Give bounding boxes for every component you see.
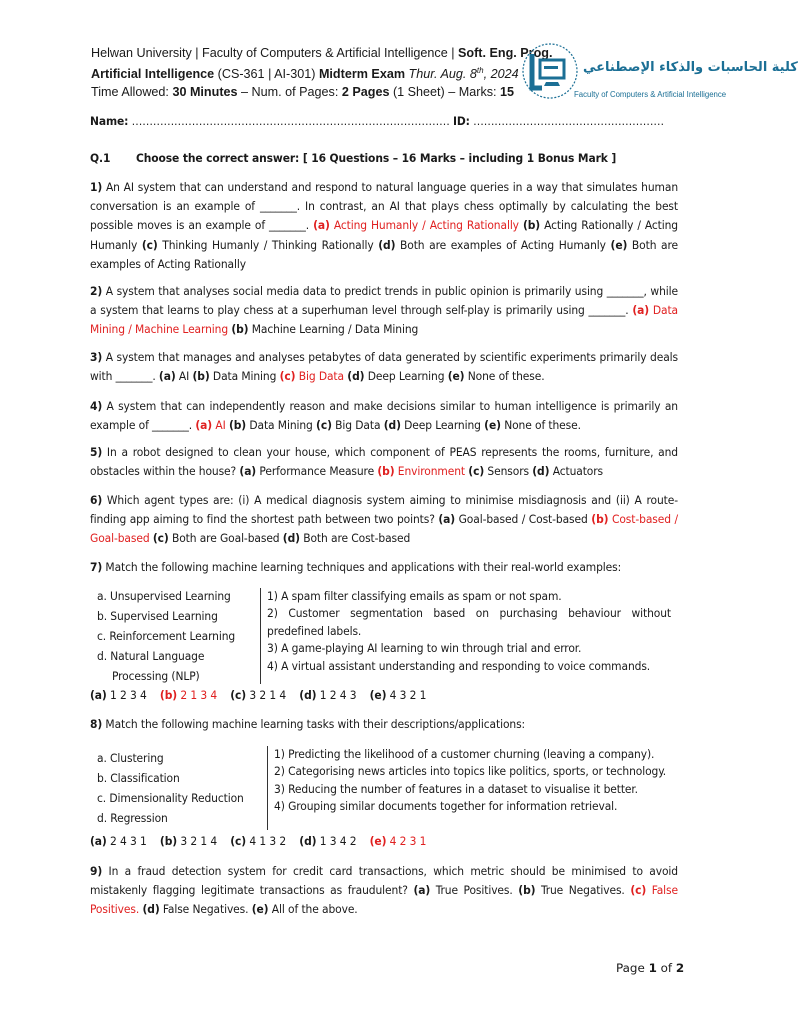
option-label: (b) <box>159 834 178 848</box>
question-text: In a robot designed to clean your house, which component of PEAS represents the rooms, furniture, and obstacles within the house? <box>90 445 678 479</box>
option-label: (e) <box>369 688 387 702</box>
option-label: (c) <box>630 883 647 898</box>
match-left-item: b. Supervised Learning <box>97 609 218 623</box>
time-allowed: 30 Minutes <box>172 85 238 100</box>
option-text: AI <box>212 418 226 433</box>
option-text: Performance Measure <box>256 464 378 479</box>
question-text: Which agent types are: (i) A medical diagnosis system aiming to minimise misdiagnosis and (ii) A route-finding app aiming to find the shortest path between two points? <box>90 493 678 527</box>
option-text: Both are Goal-based <box>168 531 283 546</box>
question-text: A system that can independently reason and make decisions similar to human intelligence is primarily an example of _______. <box>90 399 678 433</box>
sheet-marks-label: (1 Sheet) – Marks: <box>389 85 501 100</box>
option-label: (b) <box>228 418 247 433</box>
match-right-item: 2) Customer segmentation based on purchasing behaviour without predefined labels. <box>267 606 671 638</box>
match-right-item: 4) Grouping similar documents together for information retrieval. <box>274 799 618 814</box>
header-line-1 <box>91 44 553 62</box>
of-label: of <box>656 961 676 975</box>
match-right-item: 3) Reducing the number of features in a dataset to visualise it better. <box>274 781 638 796</box>
option-text: False Positives. <box>90 883 678 917</box>
option-text: 4 2 3 1 <box>389 834 427 848</box>
option-text: Both are Cost-based <box>299 531 411 546</box>
option-text: Machine Learning / Data Mining <box>248 322 419 337</box>
option-label: (d) <box>299 688 317 702</box>
option-label: (d) <box>282 531 300 546</box>
option-text: Goal-based / Cost-based <box>455 512 592 527</box>
fcai-emblem-icon <box>520 38 580 104</box>
total-marks: 15 <box>500 85 515 100</box>
option-label: (c) <box>230 834 247 848</box>
option-label: (e) <box>251 902 269 917</box>
question-number: 3) <box>90 350 103 364</box>
q8-options <box>90 832 678 851</box>
option-label: (b) <box>518 883 536 898</box>
question-number: 6) <box>90 493 103 507</box>
option-text: 2 4 3 1 <box>110 834 147 848</box>
option-label: (b) <box>159 688 178 702</box>
page-label: Page <box>616 961 649 975</box>
option-label: (a) <box>90 834 107 848</box>
match-left-item: a. Unsupervised Learning <box>97 589 231 603</box>
option-text: Acting Rationally / Acting Humanly <box>90 218 678 252</box>
question-text: A system that analyses social media data to predict trends in public opinion is primarily using _______, while a system that learns to play chess at a superhuman level through self-play is primarily using _______. <box>90 284 678 318</box>
option-text: 1 2 4 3 <box>319 688 357 702</box>
match-right-item: 2) Categorising news articles into topics like politics, sports, or technology. <box>274 764 667 779</box>
match-left-item: c. Dimensionality Reduction <box>97 791 244 805</box>
question-9 <box>90 862 678 920</box>
option-text: AI <box>175 369 193 384</box>
option-label: (e) <box>484 418 501 433</box>
q8-divider <box>267 746 268 830</box>
time-label: Time Allowed: <box>91 85 173 100</box>
option-label: (d) <box>299 834 317 848</box>
option-label: (b) <box>591 512 609 527</box>
match-left-item: Processing (NLP) <box>112 669 200 683</box>
option-label: (b) <box>377 464 395 479</box>
name-field[interactable]: ……………………………………………………………………………… <box>131 114 450 128</box>
exam-date-suffix: th <box>476 66 484 75</box>
option-label: (d) <box>378 237 396 252</box>
exam-year: , 2024 <box>483 67 519 82</box>
match-right-item: 1) Predicting the likelihood of a customer churning (leaving a company). <box>274 747 655 761</box>
q7-right-column <box>267 588 671 675</box>
option-label: (c) <box>230 688 247 702</box>
id-field[interactable]: ……………………………………………… <box>473 114 664 128</box>
option-label: (d) <box>142 902 160 917</box>
option-text: Thinking Humanly / Thinking Rationally <box>157 237 379 252</box>
option-text: Deep Learning <box>364 369 448 384</box>
question-text: A system that manages and analyses petabytes of data generated by scientific experiments primarily deals with _______. <box>90 350 678 384</box>
option-label: (e) <box>447 369 465 384</box>
match-right-item: 3) A game-playing AI learning to win through trial and error. <box>267 641 582 656</box>
course-name: Artificial Intelligence <box>91 67 215 82</box>
option-label: (a) <box>239 464 257 479</box>
program-name: Soft. Eng. Prog. <box>458 46 553 60</box>
option-text: Cost-based / Goal-based <box>90 512 678 546</box>
option-label: (a) <box>158 369 176 384</box>
option-text: Actuators <box>549 464 604 479</box>
q1-number: Q.1 <box>90 151 111 165</box>
question-3 <box>90 348 678 386</box>
exam-type: Midterm Exam <box>318 67 406 82</box>
option-text: 3 2 1 4 <box>180 834 218 848</box>
page-footer <box>616 961 684 975</box>
option-text: Data Mining / Machine Learning <box>90 303 678 337</box>
option-text: Data Mining <box>246 418 317 433</box>
option-text: Deep Learning <box>400 418 485 433</box>
university-faculty: Helwan University | Faculty of Computers & Artificial Intelligence | <box>91 46 459 60</box>
header-line-3 <box>91 83 531 101</box>
header-line-2 <box>91 62 531 83</box>
exam-date: Thur. Aug. 8 <box>405 67 477 82</box>
question-5 <box>90 443 678 481</box>
option-text: 2 1 3 4 <box>180 688 218 702</box>
option-label: (a) <box>438 512 456 527</box>
course-codes: (CS-361 | AI-301) <box>214 67 319 82</box>
id-label: ID: <box>452 114 470 128</box>
option-label: (e) <box>610 237 628 252</box>
option-label: (b) <box>192 369 210 384</box>
match-left-item: a. Clustering <box>97 751 164 765</box>
option-text: 4 1 3 2 <box>249 834 287 848</box>
match-left-item: d. Regression <box>97 811 168 825</box>
question-number: 1) <box>90 180 103 194</box>
option-label: (a) <box>413 883 431 898</box>
option-text: 1 2 3 4 <box>110 688 147 702</box>
option-label: (b) <box>522 218 541 233</box>
option-label: (c) <box>152 531 169 546</box>
option-label: (d) <box>532 464 550 479</box>
option-label: (c) <box>141 237 158 252</box>
q8-left-column <box>97 748 244 828</box>
q1-heading <box>90 149 678 168</box>
name-id-line <box>90 112 678 131</box>
option-text: Environment <box>394 464 465 479</box>
option-text: All of the above. <box>268 902 358 917</box>
option-label: (c) <box>468 464 485 479</box>
option-label: (e) <box>369 834 387 848</box>
option-label: (a) <box>632 303 650 318</box>
question-4 <box>90 397 678 435</box>
page-total: 2 <box>675 961 685 975</box>
option-text: Sensors <box>484 464 533 479</box>
logo-english-text: Faculty of Computers & Artificial Intelligence <box>574 90 727 99</box>
q1-instruction: Choose the correct answer: [ 16 Questions – 16 Marks – including 1 Bonus Mark ] <box>136 151 617 165</box>
option-text: 1 3 4 2 <box>319 834 357 848</box>
option-label: (a) <box>313 218 330 233</box>
option-label: (a) <box>90 688 107 702</box>
option-text: 3 2 1 4 <box>249 688 287 702</box>
logo-arabic-text: كلية الحاسبات والذكاء الإصطناعي <box>583 60 798 75</box>
option-text: Both are examples of Acting Humanly <box>395 237 611 252</box>
question-number: 2) <box>90 284 103 298</box>
match-left-item: c. Reinforcement Learning <box>97 629 236 643</box>
option-label: (c) <box>316 418 332 433</box>
question-text: An AI system that can understand and respond to natural language queries in a way that simulates human conversation is an example of _______. In contrast, an AI that plays chess optimally by calculating the best possible moves is an example of _______. <box>90 180 678 233</box>
page-number: 1 <box>648 961 657 975</box>
option-text: Acting Humanly / Acting Rationally <box>329 218 519 233</box>
option-text: True Negatives. <box>535 883 631 898</box>
num-pages: 2 Pages <box>341 85 390 100</box>
option-text: None of these. <box>464 369 545 384</box>
question-number: 4) <box>90 399 103 413</box>
name-label: Name: <box>90 114 129 128</box>
option-text: None of these. <box>500 418 581 433</box>
question-number: 7) <box>90 560 103 574</box>
option-text: Big Data <box>295 369 344 384</box>
option-label: (d) <box>347 369 365 384</box>
exam-header <box>91 44 553 101</box>
option-label: (a) <box>195 418 213 433</box>
match-left-item: b. Classification <box>97 771 180 785</box>
match-right-item: 1) A spam filter classifying emails as spam or not spam. <box>267 589 562 603</box>
question-7 <box>90 558 678 577</box>
option-label: (d) <box>383 418 401 433</box>
question-2 <box>90 282 678 340</box>
question-number: 9) <box>90 864 103 878</box>
option-text: Both are examples of Acting Rationally <box>90 237 678 271</box>
option-text: 4 3 2 1 <box>389 688 427 702</box>
question-number: 5) <box>90 445 103 459</box>
pages-label: – Num. of Pages: <box>237 85 342 100</box>
question-8 <box>90 715 678 734</box>
option-text: True Positives. <box>430 883 519 898</box>
option-text: Data Mining <box>209 369 280 384</box>
question-1 <box>90 178 678 274</box>
option-label: (c) <box>279 369 296 384</box>
option-text: Big Data <box>331 418 384 433</box>
q7-divider <box>260 588 261 684</box>
question-text: Match the following machine learning techniques and applications with their real-world examples: <box>102 560 622 574</box>
option-text: False Negatives. <box>159 902 252 917</box>
question-6 <box>90 491 678 549</box>
question-text: In a fraud detection system for credit card transactions, which metric should be minimised to avoid mistakenly flagging legitimate transactions as fraudulent? <box>90 864 678 898</box>
question-text: Match the following machine learning tasks with their descriptions/applications: <box>102 717 526 731</box>
option-label: (b) <box>231 322 249 337</box>
q8-right-column <box>274 746 671 816</box>
q7-left-column <box>97 586 235 686</box>
q7-options <box>90 686 678 705</box>
match-right-item: 4) A virtual assistant understanding and responding to voice commands. <box>267 658 651 673</box>
question-number: 8) <box>90 717 103 731</box>
match-left-item: d. Natural Language <box>97 649 205 663</box>
